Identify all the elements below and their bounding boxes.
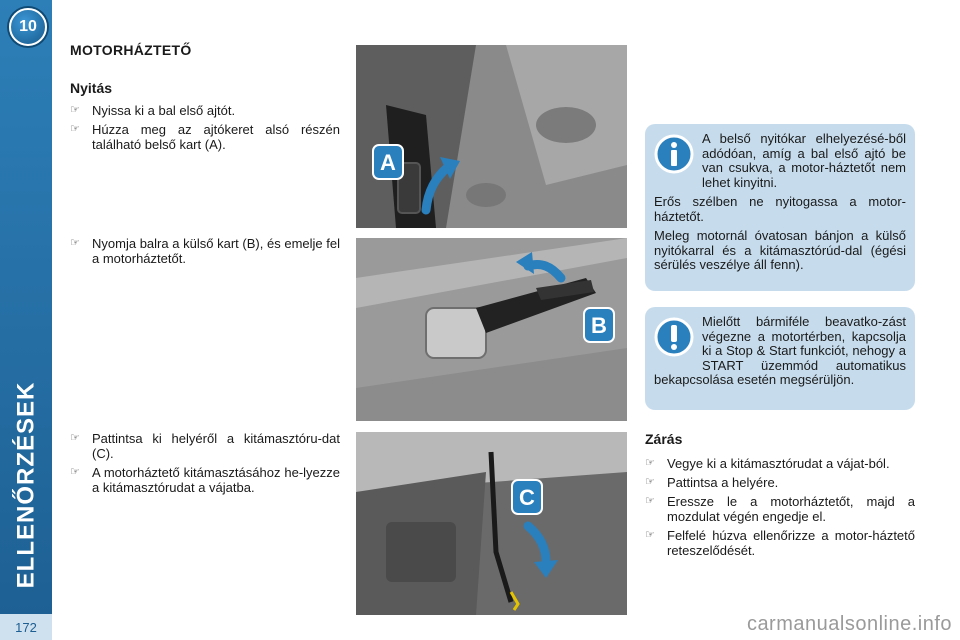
watermark: carmanualsonline.info	[746, 613, 952, 635]
list-item	[645, 475, 915, 490]
bullet-icon: ☞	[645, 457, 655, 469]
step-text: Pattintsa ki helyéről a kitámasztóru-dat (C).	[92, 431, 340, 461]
photo-label-c: C	[519, 485, 535, 510]
bullet-icon: ☞	[70, 123, 80, 135]
opening-steps-2	[70, 236, 340, 270]
chapter-title-wrap	[4, 370, 48, 600]
list-item	[645, 494, 915, 524]
info-note	[645, 124, 915, 291]
step-text: Nyomja balra a külső kart (B), és emelje fel a motorháztetőt.	[92, 236, 340, 266]
list-item	[70, 122, 340, 152]
page-number: 172	[0, 614, 52, 640]
opening-steps-1	[70, 103, 340, 156]
step-text: Vegye ki a kitámasztórudat a vájat-ból.	[667, 456, 890, 471]
bullet-icon: ☞	[70, 432, 80, 444]
bullet-icon: ☞	[645, 495, 655, 507]
step-text: Eressze le a motorháztetőt, majd a mozdulat végén engedje el.	[667, 494, 915, 524]
section-title: MOTORHÁZTETŐ	[70, 42, 192, 58]
warning-paragraph: Mielőtt bármiféle beavatko-zást végezne a motortérben, kapcsolja ki a Stop & Start funkciót, nehogy a START üzemmód automatikus bekapcsolása esetén megsérüljön.	[654, 314, 906, 387]
opening-heading: Nyitás	[70, 80, 113, 96]
bullet-icon: ☞	[70, 466, 80, 478]
chapter-sidebar	[0, 0, 52, 640]
step-text: A motorháztető kitámasztásához he-lyezze a kitámasztórudat a vájatba.	[92, 465, 340, 495]
list-item	[645, 456, 915, 471]
warning-icon	[654, 317, 694, 357]
photo-interior-lever	[356, 45, 627, 228]
photo-exterior-lever	[356, 238, 627, 421]
info-icon	[654, 134, 694, 174]
chapter-number: 10	[19, 18, 37, 35]
photo-prop-rod	[356, 432, 627, 615]
step-text: Pattintsa a helyére.	[667, 475, 779, 490]
label-a-badge	[373, 145, 403, 179]
list-item	[70, 431, 340, 461]
photo-label-b: B	[591, 313, 607, 338]
closing-steps	[645, 456, 915, 562]
list-item	[645, 528, 915, 558]
info-paragraph: A belső nyitókar elhelyezésé-ből adódóan, amíg a bal első ajtó be van csukva, a motor-háztetőt nem lehet kinyitni.	[702, 131, 906, 190]
label-b-badge	[584, 308, 614, 342]
step-text: Felfelé húzva ellenőrizze a motor-háztető reteszelődését.	[667, 528, 915, 558]
list-item	[70, 103, 340, 118]
chapter-title: ELLENŐRZÉSEK	[12, 381, 39, 589]
bullet-icon: ☞	[645, 476, 655, 488]
list-item	[70, 236, 340, 266]
info-paragraph: Erős szélben ne nyitogassa a motor-háztetőt.	[654, 194, 906, 224]
bullet-icon: ☞	[645, 529, 655, 541]
closing-heading: Zárás	[645, 431, 683, 447]
step-text: Nyissa ki a bal első ajtót.	[92, 103, 236, 118]
opening-steps-3	[70, 431, 340, 499]
step-text: Húzza meg az ajtókeret alsó részén található belső kart (A).	[92, 122, 340, 152]
list-item	[70, 465, 340, 495]
warning-note	[645, 307, 915, 410]
bullet-icon: ☞	[70, 104, 80, 116]
bullet-icon: ☞	[70, 237, 80, 249]
label-c-badge	[512, 480, 542, 514]
photo-label-a: A	[380, 150, 396, 175]
info-paragraph: Meleg motornál óvatosan bánjon a külső nyitókarral és a kitámasztórúd-dal (égési sérülés veszélye áll fenn).	[654, 228, 906, 272]
chapter-badge	[9, 8, 47, 46]
